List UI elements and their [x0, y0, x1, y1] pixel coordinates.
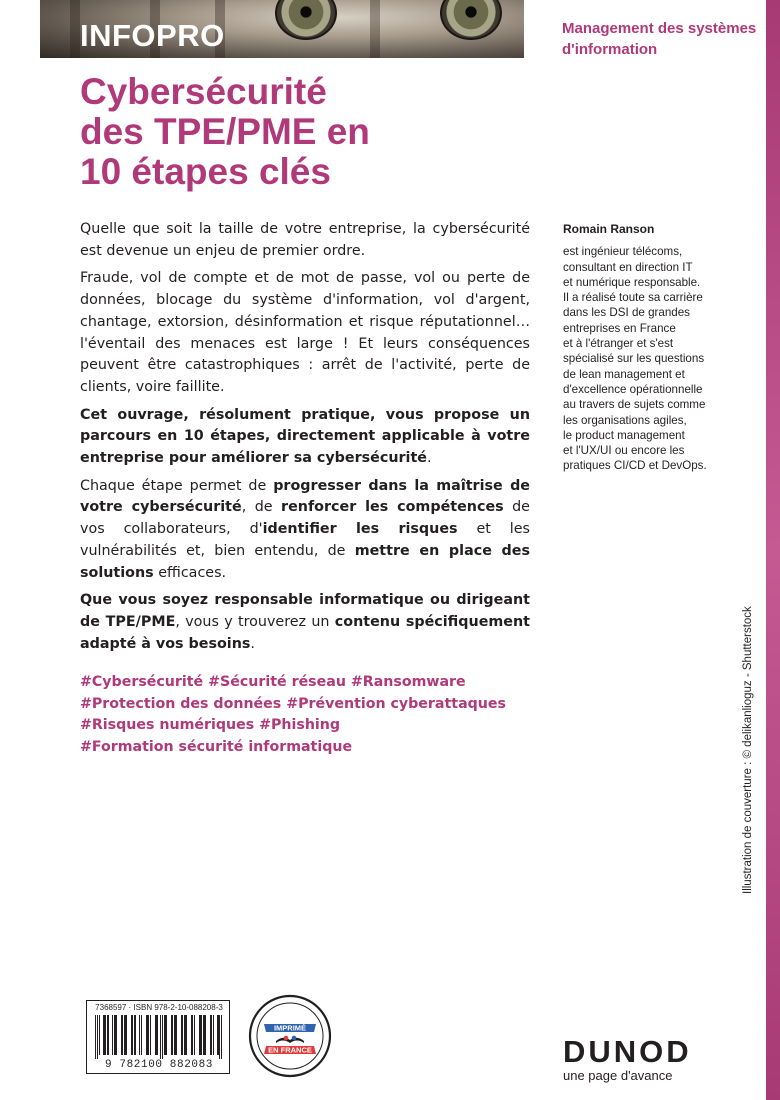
author-bio-line: et à l'étranger et s'est [563, 337, 674, 351]
blurb-run: , de [241, 499, 282, 516]
author-bio-line: au travers de sujets comme [563, 398, 706, 412]
author-bio-line: le product management [563, 428, 685, 442]
publisher-logo [563, 1036, 693, 1083]
hashtag-line [80, 694, 540, 716]
barcode-bar [97, 1015, 98, 1059]
hashtag: #Ransomware [350, 674, 466, 690]
author-bio-line: est ingénieur télécoms, [563, 245, 683, 259]
author-bio-line: spécialisé sur les questions [563, 352, 705, 366]
blurb-run: . [426, 450, 432, 467]
hashtag: #Formation sécurité informatique [80, 738, 353, 755]
hashtag-line [80, 672, 540, 694]
blurb-emphasis: contenu spécifiquement adapté à vos besoins [80, 613, 530, 652]
blurb-text [80, 219, 530, 661]
blurb-emphasis: progresser dans la maîtrise de votre cybersécurité [80, 477, 530, 516]
barcode-bar [164, 1015, 167, 1055]
hashtag: #Prévention cyberattaques [286, 695, 506, 712]
stamp-bottom-text: EN FRANCE [268, 1045, 312, 1055]
collection-name: Management des systèmes d'information [562, 20, 757, 58]
barcode-bar [221, 1015, 222, 1059]
barcode-bar [107, 1015, 109, 1055]
barcode-bar [171, 1015, 173, 1055]
blurb-paragraph [80, 476, 530, 585]
isbn-barcode [86, 1000, 230, 1074]
blurb-run: Chaque étape permet de [80, 477, 274, 494]
hashtag: #Risques numériques [80, 717, 255, 733]
barcode-bar [162, 1015, 163, 1059]
book-title [80, 72, 520, 192]
blurb-emphasis: renforcer les compétences [281, 499, 504, 516]
stamp-top-text: IMPRIMÉ [273, 1023, 307, 1033]
hashtag: #Phishing [259, 717, 341, 733]
cat-eye-right [440, 0, 502, 40]
barcode-bar [139, 1015, 140, 1055]
isbn-reference: 7368597 · ISBN 978-2-10-088208-3 [95, 1003, 223, 1012]
author-bio-line: pratiques CI/CD et DevOps. [563, 459, 707, 473]
barcode-bar [191, 1015, 193, 1055]
title-line: Cybersécurité [80, 71, 327, 112]
barcode-bar [114, 1015, 117, 1055]
illustration-credit: Illustration de couverture : © delikanlioguz - Shutterstock [742, 606, 754, 894]
barcode-bar [199, 1015, 202, 1055]
barcode-number: 9 782100 882083 [104, 1059, 214, 1071]
barcode-bar [150, 1015, 151, 1055]
barcode-bar [184, 1015, 187, 1055]
barcode-bar [112, 1015, 113, 1055]
barcode-bar [155, 1015, 158, 1055]
blurb-emphasis: Cet ouvrage, résolument pratique, vous propose un parcours en 10 étapes, directement applicable à votre entreprise pour améliorer sa cybersécurité [80, 406, 530, 467]
barcode-bar [124, 1015, 127, 1055]
author-bio-text [563, 244, 743, 473]
barcode-bar [160, 1015, 161, 1059]
publisher-name: DUNOD [563, 1034, 692, 1069]
barcode-bar [219, 1015, 220, 1059]
barcode-bar [121, 1015, 123, 1055]
hashtag-line [80, 737, 540, 759]
barcode-bar [95, 1015, 96, 1059]
hashtag: #Cybersécurité [80, 674, 204, 690]
hashtag: #Sécurité réseau [208, 674, 346, 690]
author-bio-line: et numérique responsable. [563, 275, 701, 289]
barcode-bar [99, 1015, 100, 1055]
blurb-paragraph [80, 405, 530, 470]
author-bio-line: Il a réalisé toute sa carrière [563, 291, 703, 305]
barcode-bar [210, 1015, 212, 1055]
barcode-bar [213, 1015, 214, 1055]
hashtag-line [80, 715, 540, 737]
barcode-bar [146, 1015, 149, 1055]
blurb-paragraph [80, 268, 530, 398]
blurb-run: , vous y trouverez un [175, 613, 335, 630]
barcode-bar [203, 1015, 206, 1055]
barcode-bar [141, 1015, 142, 1055]
blurb-paragraph [80, 590, 530, 655]
blurb-run: . [250, 635, 255, 652]
blurb-emphasis: Que vous soyez responsable informatique ou dirigeant de TPE/PME [80, 592, 530, 630]
author-name: Romain Ranson [563, 222, 655, 236]
author-bio-line: consultant en direction IT [563, 260, 693, 274]
blurb-emphasis: mettre en place des solutions [80, 542, 530, 581]
hashtag-list [80, 672, 540, 758]
blurb-run: et les vulnérabilités et, bien entendu, de [80, 521, 530, 559]
barcode-bar [134, 1015, 136, 1055]
author-bio-line: d'excellence opérationnelle [563, 382, 703, 396]
hashtag: #Protection des données [80, 695, 282, 712]
barcode-bars [93, 1015, 225, 1059]
barcode-bar [174, 1015, 177, 1055]
fur-stripe [70, 0, 80, 58]
fur-stripe [370, 0, 380, 58]
author-bio-line: de lean management et [563, 367, 685, 381]
author-bio-line: dans les DSI de grandes [563, 306, 690, 320]
author-bio-line: les organisations agiles, [563, 413, 687, 427]
title-line: 10 étapes clés [80, 151, 331, 192]
author-bio-line: entreprises en France [563, 321, 676, 335]
publisher-tagline: une page d'avance [563, 1068, 673, 1083]
author-bio-line: et l'UX/UI ou encore les [563, 444, 685, 458]
book-spine-edge [766, 0, 780, 1100]
barcode-bar [181, 1015, 183, 1055]
blurb-paragraph [80, 219, 530, 262]
title-line: des TPE/PME en [80, 111, 370, 152]
barcode-bar [194, 1015, 195, 1055]
barcode-bar [103, 1015, 106, 1055]
cat-eye-left [275, 0, 337, 40]
blurb-run: Quelle que soit la taille de votre entreprise, la cybersécurité est devenue un enjeu de premier ordre. [80, 221, 530, 259]
blurb-emphasis: identifier les risques [262, 521, 458, 538]
author-bio [563, 222, 743, 474]
blurb-run: efficaces. [153, 564, 227, 581]
imprime-en-france-stamp [248, 994, 332, 1078]
series-logo: INFOPRO [80, 18, 225, 53]
barcode-bar [131, 1015, 133, 1055]
blurb-run: Fraude, vol de compte et de mot de passe, vol ou perte de données, blocage du système d'information, vol d'argent, chantage, extorsion, désinformation et risque réputationnel… l'éventail des menaces est large ! Et leurs conséquences peuvent être catastrophiques : arrêt de l'activité, perte de clients, voire faillite. [80, 270, 530, 395]
blurb-run: de vos collaborateurs, d' [80, 499, 530, 538]
